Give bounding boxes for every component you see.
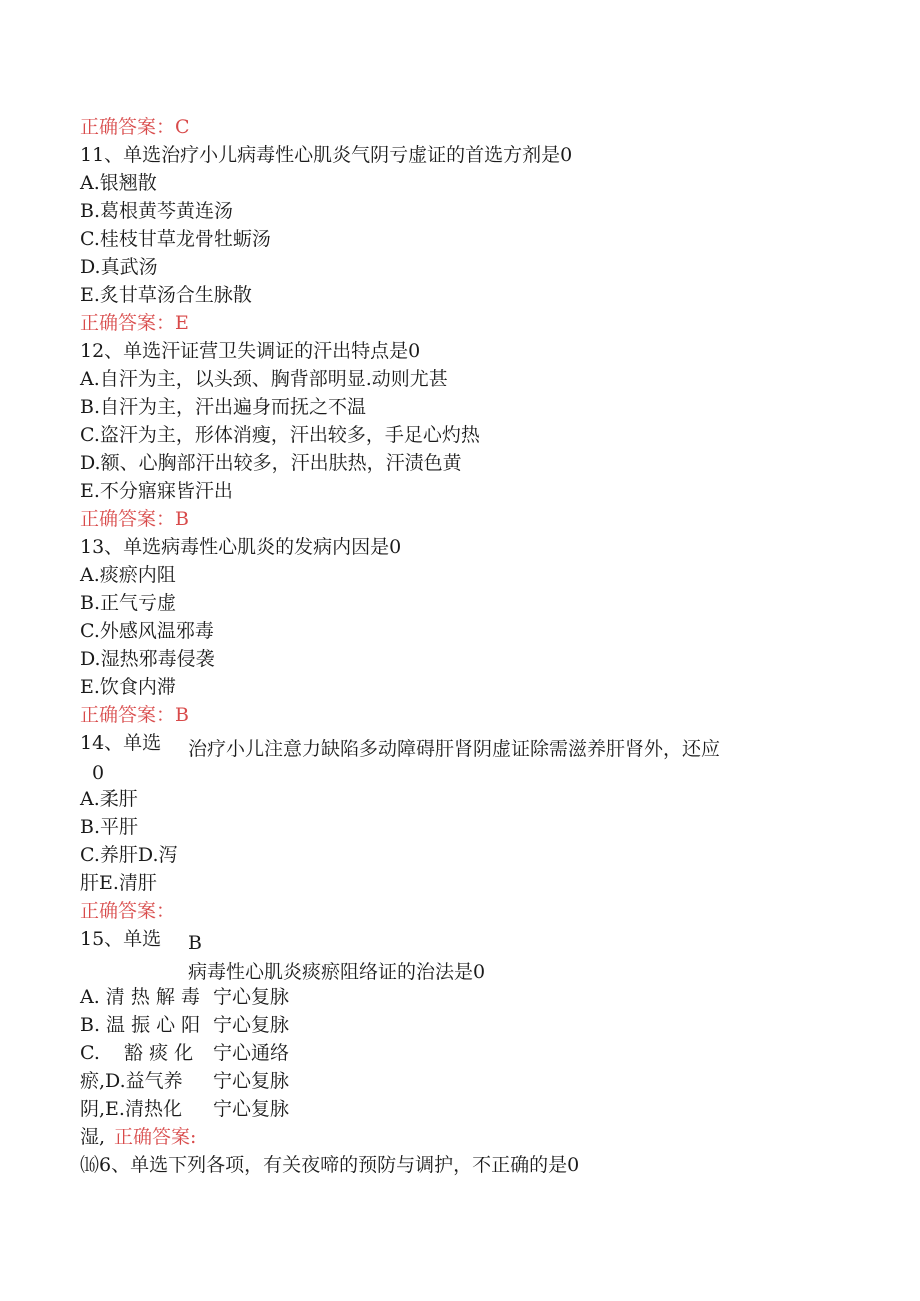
question-11-option-a: A.银翘散 [80,172,157,194]
question-13-option-d: D.湿热邪毒侵袭 [80,648,215,670]
answer-line-14: 正确答案： [80,900,176,922]
question-11-option-d: D.真武汤 [80,256,158,278]
question-15-option-c: C. 豁 痰 化 [80,1042,194,1064]
question-13-option-b: B.正气亏虚 [80,592,177,614]
question-15-option-c-tail: 宁心通络 [213,1042,290,1064]
question-15-option-e-end: 湿, [80,1126,106,1148]
question-15-option-e: 阴,E.清热化 [80,1098,182,1120]
question-14-label: 14、单选 [80,732,162,754]
question-11-option-e: E.炙甘草汤合生脉散 [80,284,252,306]
question-13-option-c: C.外感风温邪毒 [80,620,214,642]
question-14-stem: 治疗小儿注意力缺陷多动障碍肝肾阴虚证除需滋养肝肾外，还应 [188,738,721,760]
question-12-option-e: E.不分寤寐皆汗出 [80,480,233,502]
question-15-option-b: B. 温 振 心 阳 [80,1014,201,1036]
question-11-stem: 11、单选治疗小儿病毒性心肌炎气阴亏虚证的首选方剂是0 [80,144,573,166]
question-14-option-b: B.平肝 [80,816,139,838]
question-15-option-a: A. 清 热 解 毒 [80,986,200,1008]
question-12-option-c: C.盗汗为主，形体消瘦，汗出较多，手足心灼热 [80,424,480,446]
question-13-option-e: E.饮食内滞 [80,676,176,698]
question-13-option-a: A.痰瘀内阻 [80,564,176,586]
question-15-option-d-tail: 宁心复脉 [213,1070,290,1092]
question-15-option-a-tail: 宁心复脉 [213,986,290,1008]
question-14-option-d-e: 肝E.清肝 [80,872,157,894]
question-15-option-e-tail: 宁心复脉 [213,1098,290,1120]
question-12-option-d: D.额、心胸部汗出较多，汗出肤热，汗渍色黄 [80,452,462,474]
question-13-stem: 13、单选病毒性心肌炎的发病内因是0 [80,536,402,558]
question-15-option-b-tail: 宁心复脉 [213,1014,290,1036]
question-14-option-c-d: C.养肝D.泻 [80,844,178,866]
question-14-stem-tail: 0 [92,762,105,784]
question-14-option-a: A.柔肝 [80,788,138,810]
answer-14-value: B [188,932,202,954]
question-11-option-b: B.葛根黄芩黄连汤 [80,200,234,222]
question-16-stem: ⒃6、单选下列各项，有关夜啼的预防与调护，不正确的是0 [80,1154,580,1176]
question-11-option-c: C.桂枝甘草龙骨牡蛎汤 [80,228,271,250]
question-12-option-b: B.自汗为主，汗出遍身而抚之不温 [80,396,367,418]
answer-line-10: 正确答案：C [80,116,190,138]
answer-line-11: 正确答案：E [80,312,189,334]
answer-line-12: 正确答案：B [80,508,189,530]
answer-line-15: 正确答案: [114,1126,197,1148]
answer-line-13: 正确答案：B [80,704,189,726]
question-15-label: 15、单选 [80,928,162,950]
question-15-stem: 病毒性心肌炎痰瘀阻络证的治法是0 [188,961,486,983]
question-15-option-d: 瘀,D.益气养 [80,1070,183,1092]
question-12-option-a: A.自汗为主，以头颈、胸背部明显.动则尤甚 [80,368,448,390]
question-12-stem: 12、单选汗证营卫失调证的汗出特点是0 [80,340,421,362]
